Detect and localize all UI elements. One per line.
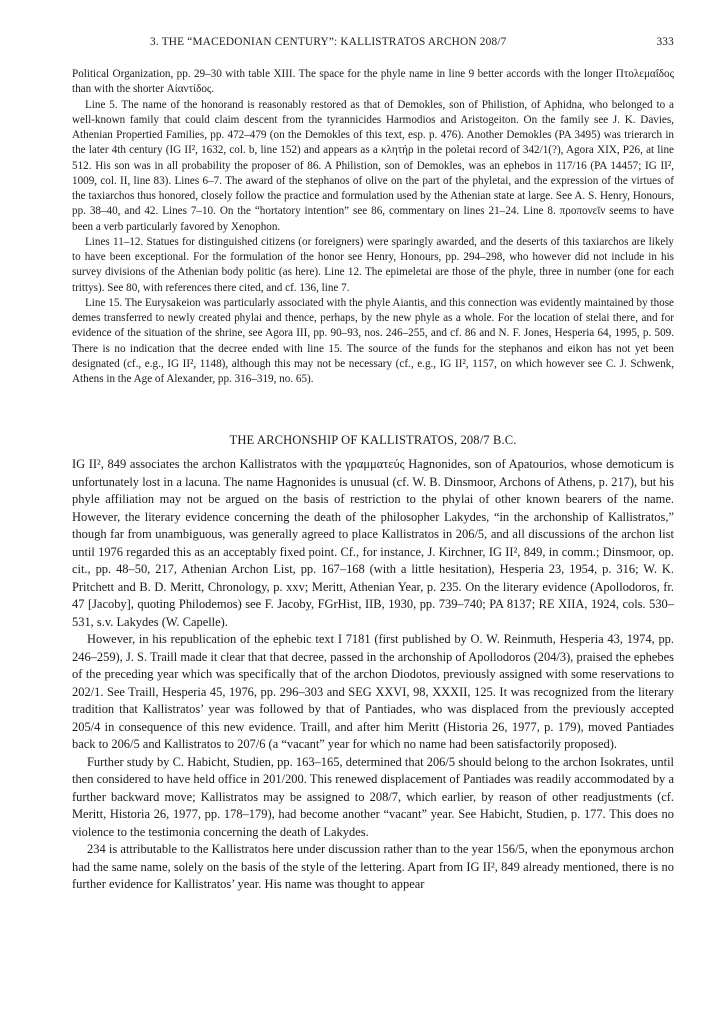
- body-paragraph: However, in his republication of the ephebic text I 7181 (first published by O. W. Reinmuth, Hesperia 43, 1974, pp. 246–259), J. S. Traill made it clear that that decree, passed in the archonship of Apollodoros (204/3), praised the ephebes of the preceding year which was specifically that of the archon Diodotos, previously assigned with some reservations to 202/1. See Traill, Hesperia 45, 1976, pp. 296–303 and SEG XXVI, 98, XXXII, 125. It was recognized from the literary tradition that Kallistratos’ year was followed by that of Pantiades, who was displaced from the previously accepted 205/4 in consequence of this new evidence. Traill, and after him Meritt (Historia 26, 1977, p. 179), moved Pantiades back to 206/5 and Kallistratos to 207/6 (a “vacant” year for which no name had been satisfactorily proposed).: [72, 632, 674, 752]
- commentary-paragraph: Line 15. The Eurysakeion was particularly associated with the phyle Aiantis, and this connection was evidently maintained by those demes transferred to newly created phylai and thence, perhaps, by the new phyle as a whole. For the location of stelai there, and for evidence of the situation of the shrine, see Agora III, pp. 90–93, nos. 246–255, and cf. 86 and N. F. Jones, Hesperia 64, 1995, p. 509. There is no indication that the decree ended with line 15. The source of the funds for the stephanos and eikon has not yet been designated (cf., e.g., IG II², 1148), although this may not be necessary (cf., e.g., IG II², 1157, on which however see C. J. Schwenk, Athens in the Age of Alexander, pp. 316–319, no. 65).: [72, 296, 674, 385]
- commentary-paragraph: Lines 11–12. Statues for distinguished citizens (or foreigners) were sparingly awarded, and the deserts of this taxiarchos are likely to have been exceptional. For the formulation of the honor see Henry, Honours, pp. 294–298, who however did not include in his survey divisions of the Athenian body politic (as here). Line 12. The epimeletai are those of the phyle, three in number (one for each trittys). See 80, with references there cited, and cf. 136, line 7.: [72, 235, 674, 294]
- commentary-paragraph: Line 5. The name of the honorand is reasonably restored as that of Demokles, son of Philistion, of Aphidna, who belonged to a well-known family that could claim descent from the tyrannicides Harmodios and Aristogeiton. On the family see J. K. Davies, Athenian Propertied Families, pp. 472–479 (on the Demokles of this text, esp. p. 476). Another Demokles (PA 3495) was trierarch in the later 4th century (IG II², 1632, col. b, line 152) and appears as a κλητήρ in the poletai record of 342/1(?), Agora XIX, P26, at line 512. His son was in all probability the proposer of 86. A Philistion, son of Demokles, was an ephebos in 117/16 (PA 14457; IG II², 1009, col. II, line 83). Lines 6–7. The award of the stephanos of olive on the part of the phyletai, and the expression of the virtues of the taxiarchos thus honored, closely follow the practice and formulation used by the Athenian state at large. See A. S. Henry, Honours, pp. 38–40, and 42. Lines 7–10. On the “hortatory intention” see 86, commentary on lines 21–24. Line 8. προπονεῖν seems to have been a verb particularly favored by Xenophon.: [72, 98, 674, 233]
- body-paragraph: IG II², 849 associates the archon Kallistratos with the γραμματεύς Hagnonides, son of Apatourios, whose demoticum is unfortunately lost in a lacuna. The name Hagnonides is unusual (cf. W. B. Dinsmoor, Archons of Athens, p. 217), but his phyle affiliation may not be argued on the basis of restriction to the phylai of other known bearers of the name. However, the literary evidence concerning the death of the philosopher Lakydes, “in the archonship of Kallistratos,” though far from unambiguous, was generally agreed to place Kallistratos in 206/5, and all discussions of the archon list until 1976 regarded this as an acceptably fixed point. Cf., for instance, J. Kirchner, IG II², 849, in comm.; Dinsmoor, op. cit., pp. 48–50, 217, Athenian Archon List, pp. 167–168 (with a little hesitation), Hesperia 23, 1954, p. 316; W. K. Pritchett and B. D. Meritt, Chronology, p. xxv; Meritt, Athenian Year, p. 235. On the literary evidence (Apollodoros, fr. 47 [Jacoby], quoting Philodemos) see F. Jacoby, FGrHist, IIB, 1930, pp. 739–740; PA 8137; RE XIIA, 1924, cols. 530–531, s.v. Lakydes (W. Capelle).: [72, 457, 674, 629]
- commentary-paragraph: Political Organization, pp. 29–30 with table XIII. The space for the phyle name in line 9 better accords with the longer Πτολεμαΐδος than with the shorter Αἰαντίδος.: [72, 68, 674, 96]
- page-number: 333: [656, 36, 674, 48]
- body-text: [72, 456, 674, 894]
- body-paragraph: Further study by C. Habicht, Studien, pp. 163–165, determined that 206/5 should belong to the archon Isokrates, until then considered to have held office in 201/200. This renewed displacement of Pantiades was readily accommodated by a further backward move; Kallistratos may be assigned to 208/7, which earlier, by reason of other readjustments (cf. Meritt, Historia 26, 1977, pp. 178–179), had become another “vacant” year. See Habicht, Studien, p. 177. This does no violence to the testimonia concerning the death of Lakydes.: [72, 754, 674, 839]
- running-title: 3. THE “MACEDONIAN CENTURY”: KALLISTRATOS ARCHON 208/7: [150, 36, 507, 48]
- body-paragraph: 234 is attributable to the Kallistratos here under discussion rather than to the year 156/5, when the eponymous archon had the same name, solely on the basis of the style of the lettering. Apart from IG II², 849 already mentioned, there is no further evidence for Kallistratos’ year. His name was thought to appear: [72, 842, 674, 892]
- running-header: [72, 36, 674, 58]
- commentary-notes: [72, 67, 674, 387]
- section-title: THE ARCHONSHIP OF KALLISTRATOS, 208/7 B.C.: [229, 433, 517, 448]
